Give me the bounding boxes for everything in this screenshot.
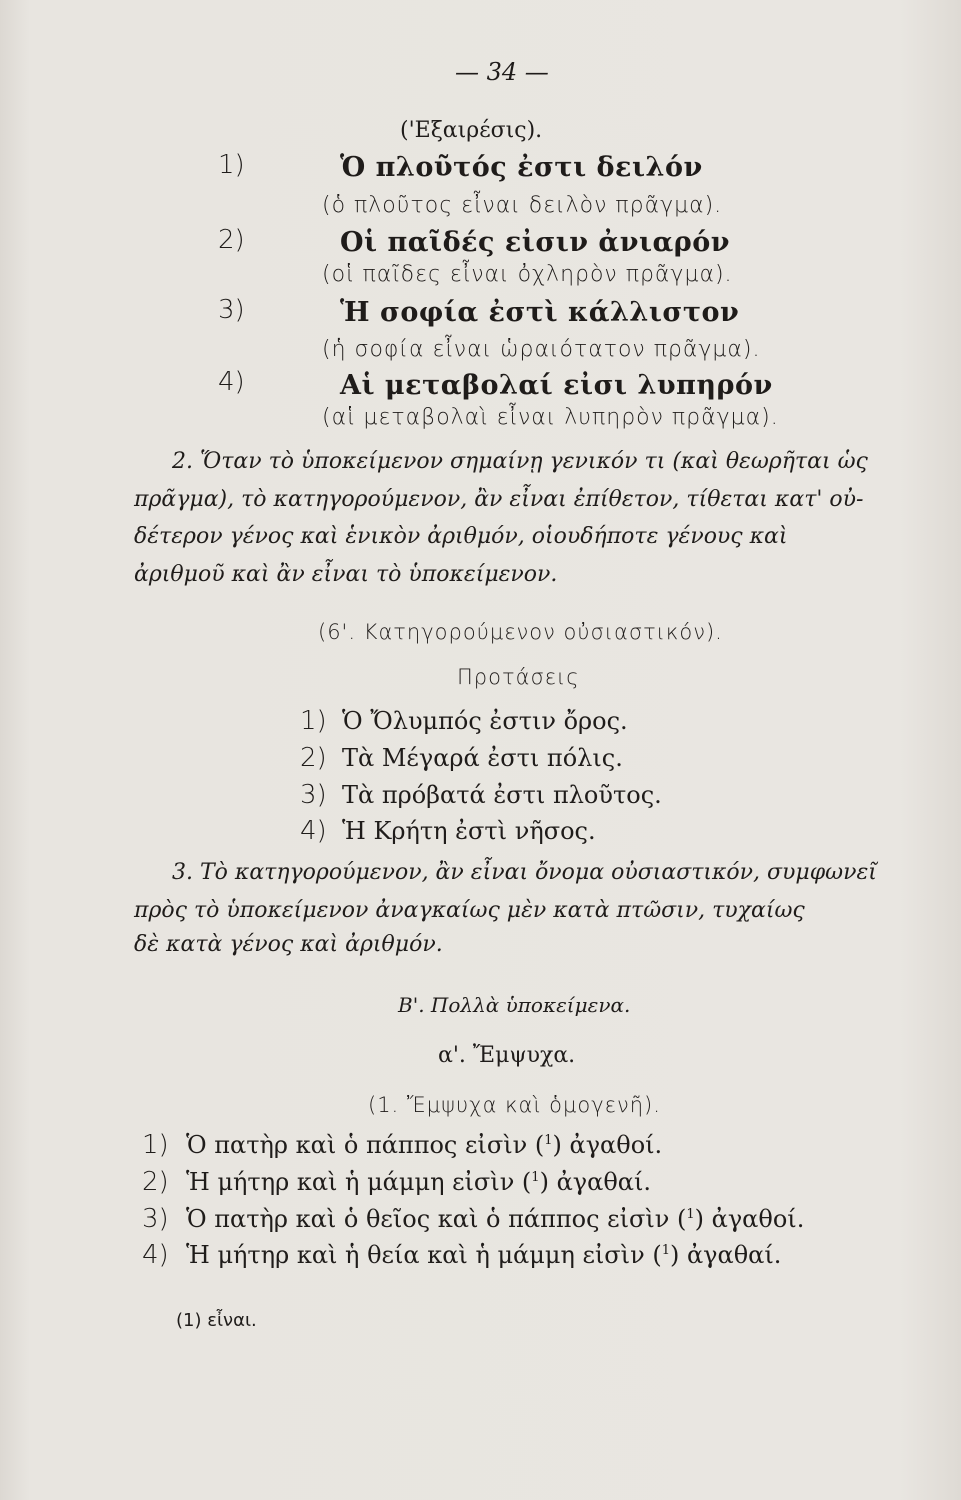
example-sentence: Τὰ πρόβατά ἐστι πλοῦτος. — [342, 781, 662, 809]
sentence-number: 3) — [142, 1204, 169, 1234]
footnote-ref: 1 — [661, 1243, 670, 1258]
sentences-subheading: Προτάσεις — [457, 665, 580, 689]
example-sentence: Ὁ Ὄλυμπός ἐστιν ὄρος. — [342, 707, 628, 735]
sentence-number: 4) — [300, 816, 327, 846]
sentence-number: 2) — [142, 1167, 169, 1197]
exception-gloss: (ὁ πλοῦτος εἶναι δειλὸν πρᾶγμα). — [322, 193, 723, 218]
example-sentence: Ἡ μήτηρ καὶ ἡ θεία καὶ ἡ μάμμη εἰσὶν ($^1$) ἀγαθαί. — [186, 1241, 782, 1269]
footnote: (1) εἶναι. — [176, 1310, 257, 1331]
animate-subheading: α'. Ἔμψυχα. — [438, 1043, 576, 1068]
footnote-ref: 1 — [531, 1170, 540, 1185]
exception-number: 1) — [218, 150, 245, 180]
page-number: — 34 — — [455, 58, 549, 86]
exceptions-heading: ('Εξαιρέσις). — [400, 118, 543, 143]
paragraph-2-line-4: ἀριθμοῦ καὶ ἂν εἶναι τὸ ὑποκείμενον. — [134, 562, 558, 587]
example-sentence: Ὁ πατὴρ καὶ ὁ θεῖος καὶ ὁ πάππος εἰσὶν ($^1$) ἀγαθοί. — [186, 1205, 805, 1233]
many-subjects-heading: Β'. Πολλὰ ὑποκείμενα. — [398, 993, 631, 1017]
example-sentence: Ὁ πατὴρ καὶ ὁ πάππος εἰσὶν ($^1$) ἀγαθοί. — [186, 1131, 663, 1159]
footnote-ref: 1 — [686, 1207, 695, 1222]
paragraph-2-line-3: δέτερον γένος καὶ ἑνικὸν ἀριθμόν, οἱουδήποτε γένους καὶ — [134, 524, 788, 549]
example-sentence: Ἡ Κρήτη ἐστὶ νῆσος. — [342, 817, 596, 845]
exception-sentence: Οἱ παῖδές εἰσιν ἀνιαρόν — [340, 227, 730, 258]
exception-sentence: Ἡ σοφία ἐστὶ κάλλιστον — [340, 297, 740, 328]
example-sentence: Ἡ μήτηρ καὶ ἡ μάμμη εἰσὶν ($^1$) ἀγαθαί. — [186, 1168, 652, 1196]
exception-number: 3) — [218, 295, 245, 325]
exception-gloss: (ἡ σοφία εἶναι ὡραιότατον πρᾶγμα). — [322, 337, 761, 362]
sentence-number: 3) — [300, 780, 327, 810]
paragraph-2-line-1: 2. Ὅταν τὸ ὑποκείμενον σημαίνῃ γενικόν τι (καὶ θεωρῆται ὡς — [172, 449, 868, 474]
example-sentence: Τὰ Μέγαρά ἐστι πόλις. — [342, 744, 623, 772]
paragraph-2-line-2: πρᾶγμα), τὸ κατηγορούμενον, ἂν εἶναι ἐπίθετον, τίθεται κατ' οὐ- — [134, 487, 864, 512]
exception-sentence: Ὁ πλοῦτός ἐστι δειλόν — [340, 152, 703, 183]
animate-homogeneous-heading: (1. Ἔμψυχα καὶ ὁμογενῆ). — [368, 1093, 661, 1117]
sentence-number: 2) — [300, 743, 327, 773]
paragraph-3-line-3: δὲ κατὰ γένος καὶ ἀριθμόν. — [134, 932, 443, 957]
sentence-number: 1) — [142, 1130, 169, 1160]
exception-number: 4) — [218, 367, 245, 397]
exception-sentence: Αἱ μεταβολαί εἰσι λυπηρόν — [340, 370, 773, 401]
footnote-ref: 1 — [544, 1133, 553, 1148]
noun-predicate-heading: (6'. Κατηγορούμενον οὐσιαστικόν). — [318, 620, 723, 644]
sentence-number: 4) — [142, 1240, 169, 1270]
exception-gloss: (οἱ παῖδες εἶναι ὀχληρὸν πρᾶγμα). — [322, 262, 733, 287]
paragraph-3-line-1: 3. Τὸ κατηγορούμενον, ἂν εἶναι ὄνομα οὐσιαστικόν, συμφωνεῖ — [172, 860, 877, 885]
exception-gloss: (αἱ μεταβολαὶ εἶναι λυπηρὸν πρᾶγμα). — [322, 405, 779, 430]
paragraph-3-line-2: πρὸς τὸ ὑποκείμενον ἀναγκαίως μὲν κατὰ πτῶσιν, τυχαίως — [134, 898, 805, 923]
exception-number: 2) — [218, 225, 245, 255]
sentence-number: 1) — [300, 706, 327, 736]
